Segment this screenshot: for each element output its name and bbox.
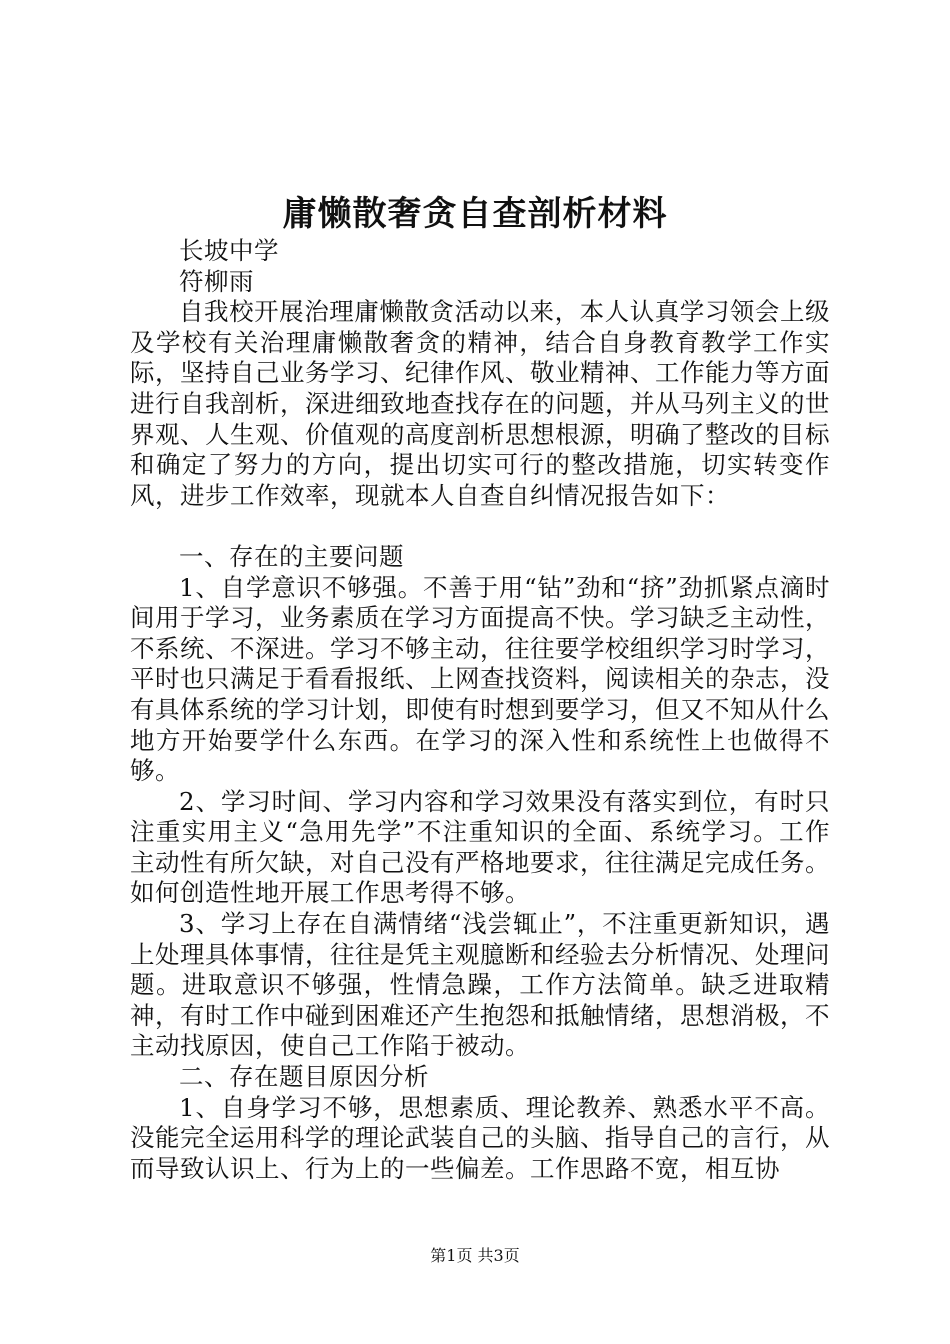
section-heading-problems: 一、存在的主要问题 bbox=[179, 541, 404, 571]
intro-paragraph: 自我校开展治理庸懒散贪活动以来，本人认真学习领会上级及学校有关治理庸懒散奢贪的精神，结合自身教育教学工作实际，坚持自己业务学习、纪律作风、敬业精神、工作能力等方面进行自我剖析，深进细致地查找存在的问题，并从马列主义的世界观、人生观、价值观的高度剖析思想根源，明确了整改的目标和确定了努力的方向，提出切实可行的整改措施，切实转变作风，进步工作效率，现就本人自查自纠情况报告如下： bbox=[130, 297, 830, 510]
problem-paragraph-2: 2、学习时间、学习内容和学习效果没有落实到位，有时只注重实用主义“急用先学”不注重知识的全面、系统学习。工作主动性有所欠缺，对自己没有严格地要求，往往满足完成任务。如何创造性地开展工作思考得不够。 bbox=[130, 786, 830, 908]
page-footer: 第1页 共3页 bbox=[430, 1246, 520, 1265]
problem-paragraph-1: 1、自学意识不够强。不善于用“钻”劲和“挤”劲抓紧点滴时间用于学习，业务素质在学习方面提高不快。学习缺乏主动性，不系统、不深进。学习不够主动，往往要学校组织学习时学习，平时也只满足于看看报纸、上网查找资料，阅读相关的杂志，没有具体系统的学习计划，即使有时想到要学习，但又不知从什么地方开始要学什么东西。在学习的深入性和系统性上也做得不够。 bbox=[130, 572, 830, 786]
problem-paragraph-3: 3、学习上存在自满情绪“浅尝辄止”，不注重更新知识，遇上处理具体事情，往往是凭主观臆断和经验去分析情况、处理问题。进取意识不够强，性情急躁，工作方法简单。缺乏进取精神，有时工作中碰到困难还产生抱怨和抵触情绪，思想消极，不主动找原因，使自己工作陷于被动。 bbox=[130, 909, 830, 1061]
school-line: 长坡中学 bbox=[179, 236, 279, 265]
author-line: 符柳雨 bbox=[179, 266, 254, 296]
section-heading-causes: 二、存在题目原因分析 bbox=[179, 1062, 429, 1092]
document-title: 庸懒散奢贪自查剖析材料 bbox=[282, 194, 668, 234]
cause-paragraph-1: 1、自身学习不够，思想素质、理论教养、熟悉水平不高。没能完全运用科学的理论武装自己的头脑、指导自己的言行，从而导致认识上、行为上的一些偏差。工作思路不宽，相互协 bbox=[130, 1092, 830, 1183]
document-body bbox=[130, 236, 830, 1184]
